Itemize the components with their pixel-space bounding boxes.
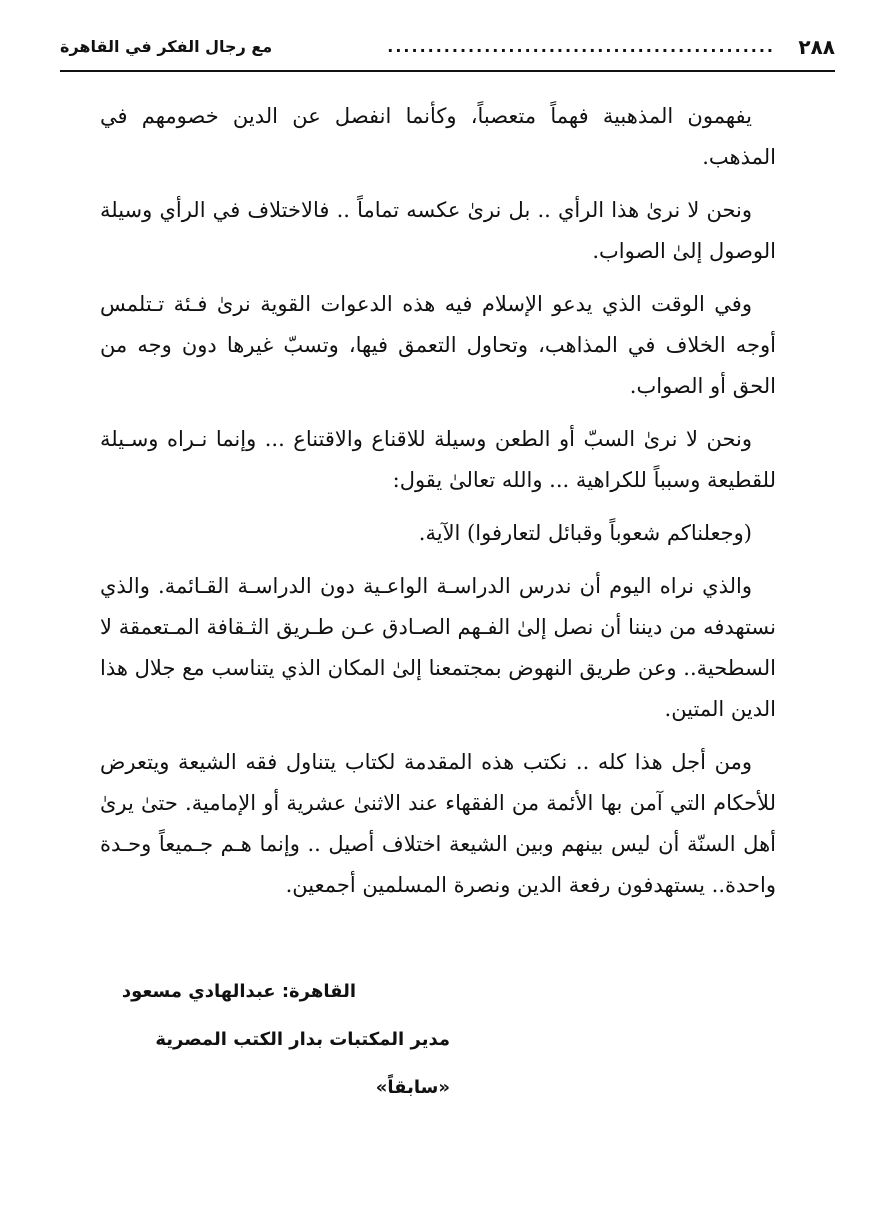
paragraph-5: والذي نراه اليوم أن ندرس الدراسـة الواعـية دون الدراسـة القـائمة. والذي نستهدفه من ديننا أن نصل إلىٰ الفـهم الصـادق عـن طـريق الثـقافة المـتعمقة لا السطحية.. وعن طريق النهوض بمجتمعنا إلىٰ المكان الذي يتناسب مع جلال هذا الدين المتين. — [100, 574, 776, 721]
paragraph-1: يفهمون المذهبية فهماً متعصباً، وكأنما انفصل عن الدين خصومهم في المذهب. — [100, 104, 776, 169]
paragraph-4: ونحن لا نرىٰ السبّ أو الطعن وسيلة للاقناع والاقتناع ... وإنما نـراه وسـيلة للقطيعة وسبباً للكراهية ... والله تعالىٰ يقول: — [100, 427, 776, 492]
page-number: ٢٨٨ — [798, 35, 835, 59]
signature-title: مدير المكتبات بدار الكتب المصرية «سابقاً» — [155, 1029, 450, 1098]
leader-dots: ................................................ — [387, 37, 775, 56]
signature-author: القاهرة: عبدالهادي مسعود — [121, 981, 356, 1002]
signature-block — [100, 968, 776, 1112]
paragraph-6: ومن أجل هذا كله .. نكتب هذه المقدمة لكتاب يتناول فقه الشيعة ويتعرض للأحكام التي آمن بها الأئمة من الفقهاء عند الاثنىٰ عشرية أو الإمامية. حتىٰ يرىٰ أهل السنّة أن ليس بينهم وبين الشيعة اختلاف أصيل .. وإنما هـم جـميعاً وحـدة واحدة.. يستهدفون رفعة الدين ونصرة المسلمين أجمعين. — [100, 750, 776, 897]
body-text — [100, 96, 776, 918]
running-title: مع رجال الفكر في القاهرة — [60, 37, 273, 56]
quranic-verse: (وجعلناكم شعوباً وقبائل لتعارفوا) الآية. — [418, 521, 752, 545]
paragraph-2: ونحن لا نرىٰ هذا الرأي .. بل نرىٰ عكسه تماماً .. فالاختلاف في الرأي وسيلة الوصول إلىٰ الصواب. — [100, 198, 776, 263]
page-header — [60, 30, 835, 72]
paragraph-3: وفي الوقت الذي يدعو الإسلام فيه هذه الدعوات القوية نرىٰ فـئة تـتلمس أوجه الخلاف في المذاهب، وتحاول التعمق فيها، وتسبّ غيرها دون وجه من الحق أو الصواب. — [100, 292, 776, 398]
